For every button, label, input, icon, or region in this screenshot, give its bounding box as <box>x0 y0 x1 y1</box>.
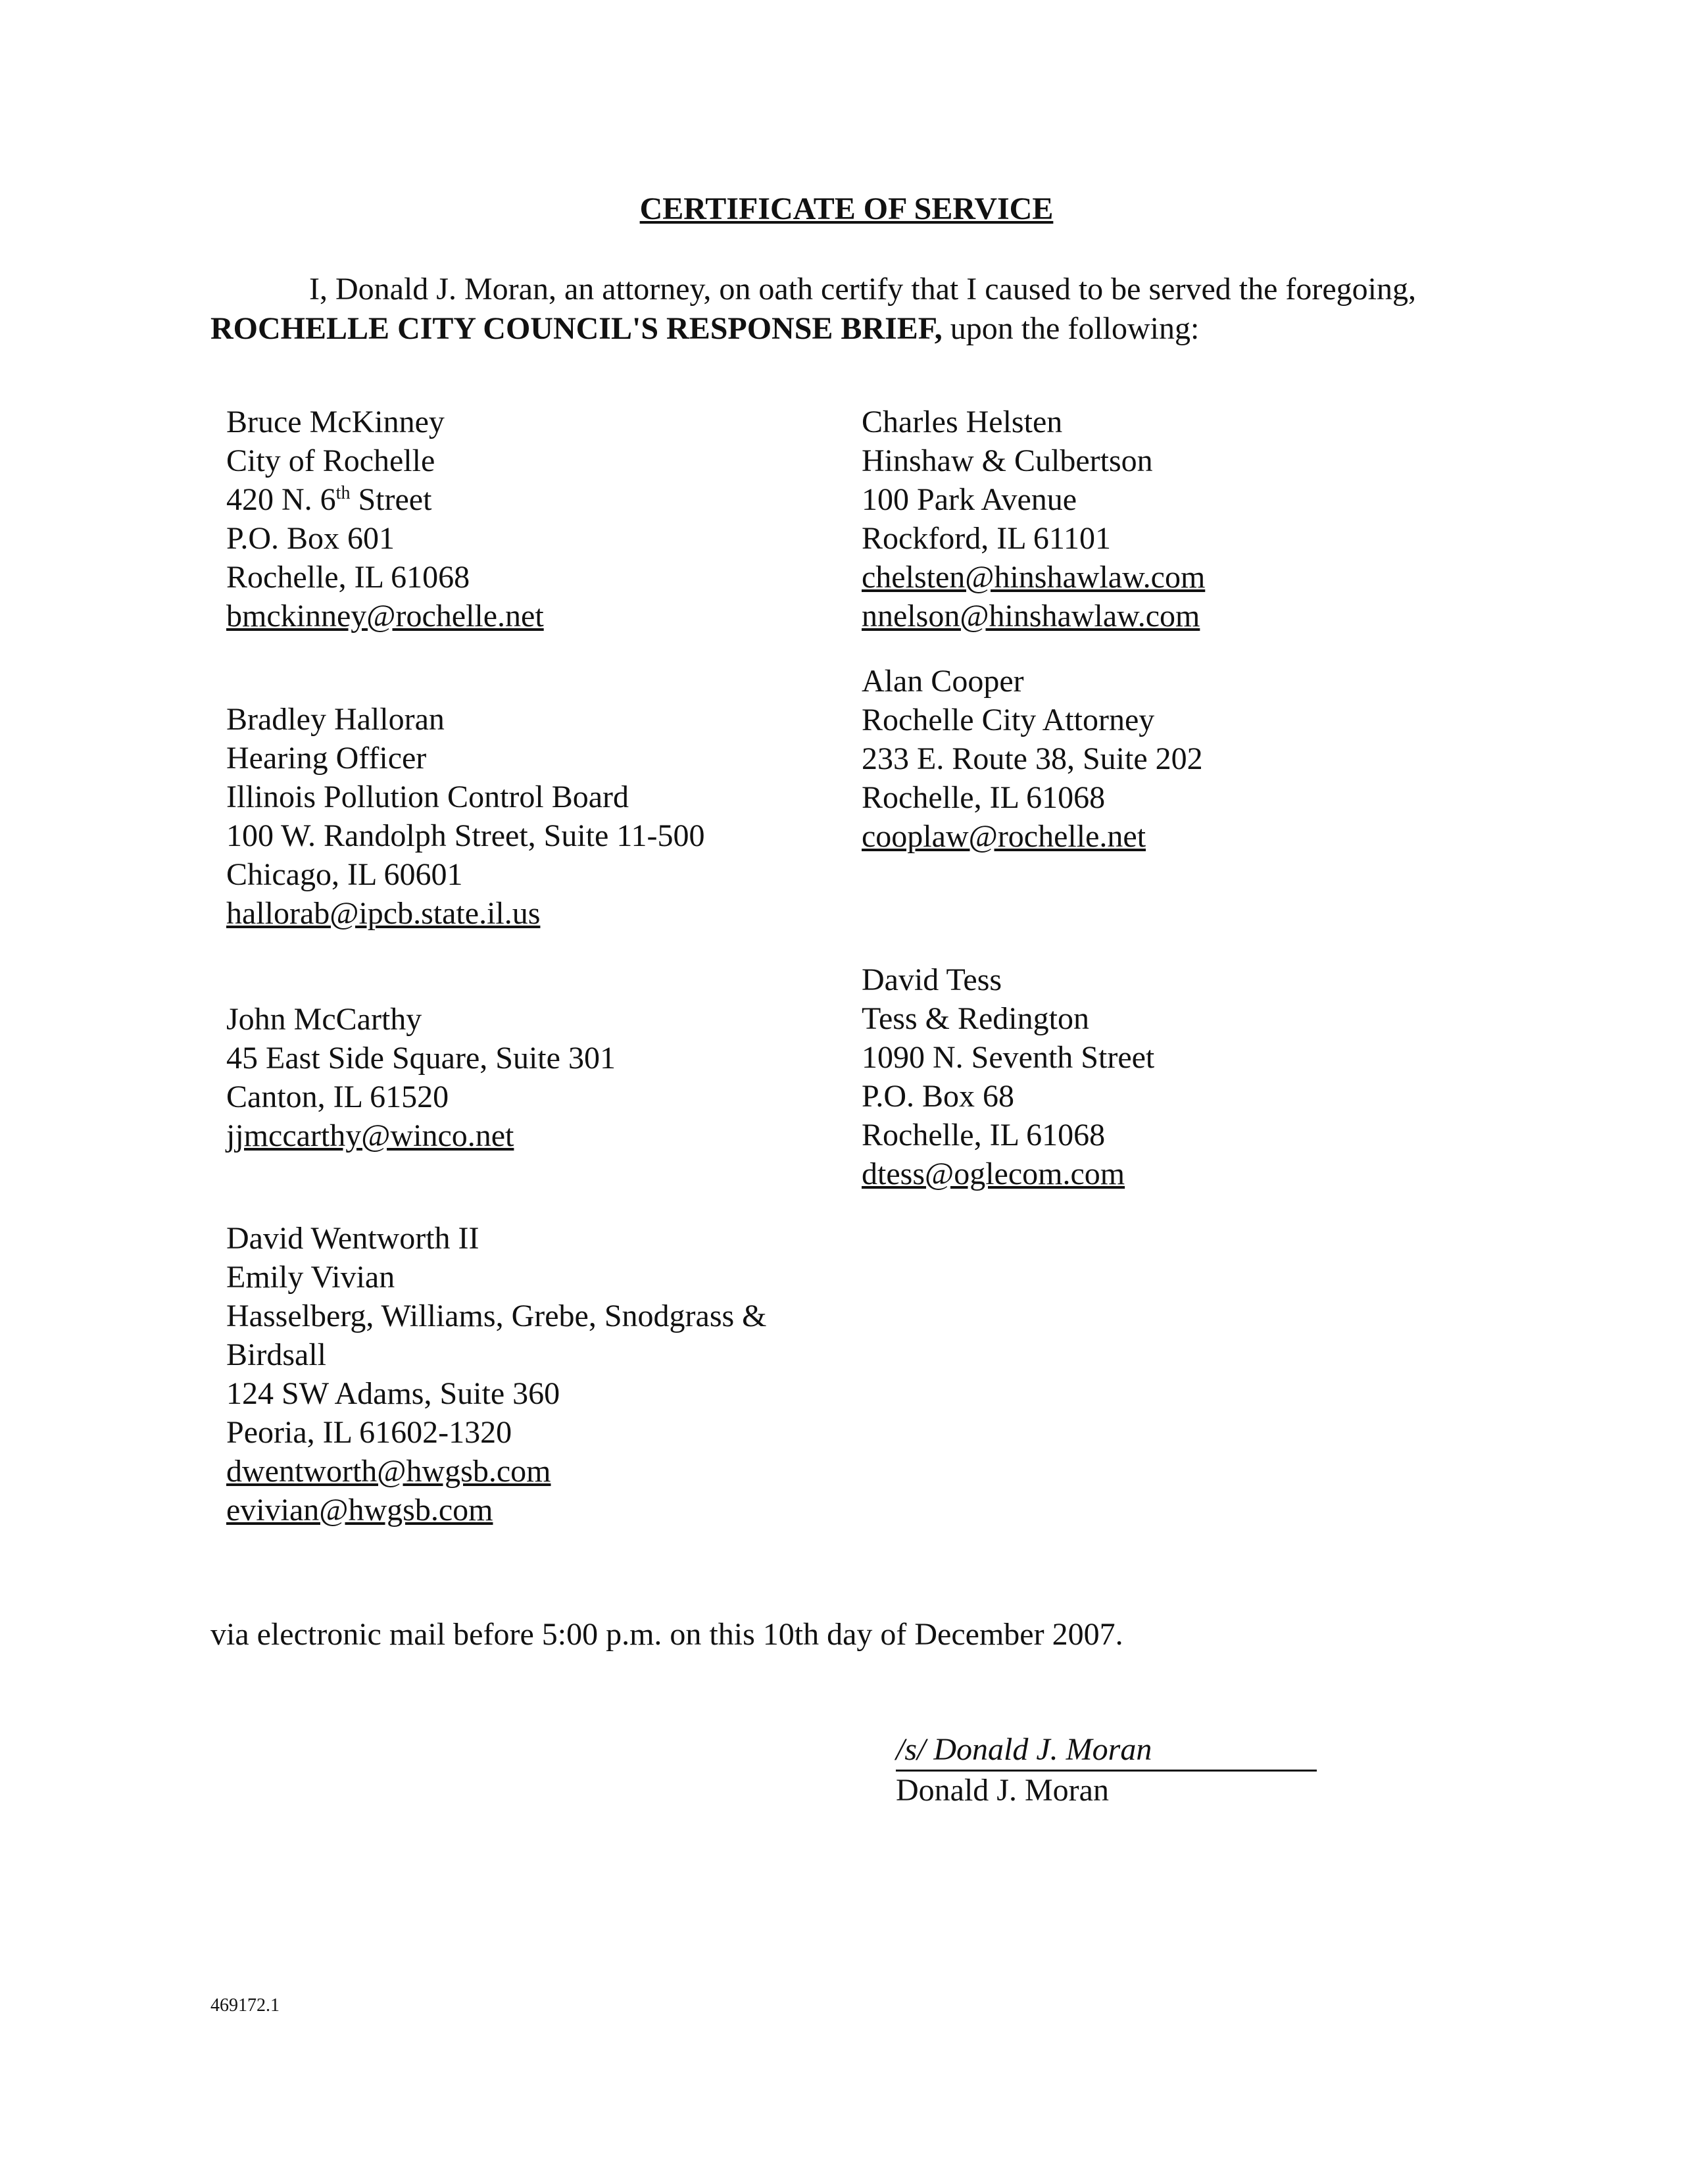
recipient-street: 124 SW Adams, Suite 360 <box>226 1376 560 1411</box>
recipient-name: David Wentworth II <box>226 1221 479 1256</box>
recipient-title: Rochelle City Attorney <box>862 703 1155 737</box>
recipient-helsten <box>862 403 1205 635</box>
recipient-mccarthy <box>226 1000 616 1155</box>
recipient-name: Emily Vivian <box>226 1260 395 1295</box>
brief-title: ROCHELLE CITY COUNCIL'S RESPONSE BRIEF, <box>210 311 943 346</box>
email-link[interactable]: chelsten@hinshawlaw.com <box>862 560 1206 595</box>
recipient-cooper <box>862 662 1203 856</box>
recipient-name: Bradley Halloran <box>226 702 445 737</box>
recipient-street: 45 East Side Square, Suite 301 <box>226 1041 616 1076</box>
email-link[interactable]: evivian@hwgsb.com <box>226 1493 493 1527</box>
recipient-city: Rochelle, IL 61068 <box>226 560 470 595</box>
recipient-box: P.O. Box 601 <box>226 521 395 556</box>
email-link[interactable]: jjmccarthy@winco.net <box>226 1118 514 1153</box>
recipient-halloran <box>226 700 705 933</box>
recipient-org: Tess & Redington <box>862 1001 1089 1036</box>
service-statement: via electronic mail before 5:00 p.m. on this 10th day of December 2007. <box>210 1617 1123 1652</box>
recipient-street <box>226 480 544 519</box>
recipient-mckinney <box>226 403 544 635</box>
email-link[interactable]: cooplaw@rochelle.net <box>862 819 1146 854</box>
email-link[interactable]: bmckinney@rochelle.net <box>226 599 544 633</box>
signature-line: /s/ Donald J. Moran <box>896 1730 1317 1772</box>
recipient-org: City of Rochelle <box>226 443 435 478</box>
recipient-name: Alan Cooper <box>862 664 1024 699</box>
intro-suffix: upon the following: <box>942 311 1200 346</box>
street-number: 420 N. 6 <box>226 482 336 517</box>
email-link[interactable]: hallorab@ipcb.state.il.us <box>226 896 541 931</box>
signatory-name: Donald J. Moran <box>896 1773 1109 1808</box>
recipient-name: Bruce McKinney <box>226 405 445 439</box>
ordinal-suffix: th <box>335 483 351 503</box>
recipient-city: Rockford, IL 61101 <box>862 521 1112 556</box>
intro-paragraph <box>210 270 1500 349</box>
street-name: Street <box>350 482 432 517</box>
recipient-street: 233 E. Route 38, Suite 202 <box>862 741 1203 776</box>
recipient-org: Birdsall <box>226 1337 326 1372</box>
recipient-city: Canton, IL 61520 <box>226 1080 449 1114</box>
recipient-street: 1090 N. Seventh Street <box>862 1040 1155 1075</box>
recipient-street: 100 W. Randolph Street, Suite 11-500 <box>226 818 705 853</box>
document-number: 469172.1 <box>210 1995 280 2016</box>
recipient-city: Peoria, IL 61602-1320 <box>226 1415 512 1450</box>
recipient-city: Rochelle, IL 61068 <box>862 1118 1106 1153</box>
intro-line-1: I, Donald J. Moran, an attorney, on oath certify that I caused to be served the foregoing, <box>309 272 1416 307</box>
email-link[interactable]: dtess@oglecom.com <box>862 1156 1125 1191</box>
recipient-org: Hasselberg, Williams, Grebe, Snodgrass & <box>226 1299 767 1333</box>
email-link[interactable]: dwentworth@hwgsb.com <box>226 1454 551 1489</box>
recipient-box: P.O. Box 68 <box>862 1079 1015 1114</box>
recipient-name: David Tess <box>862 962 1002 997</box>
recipient-tess <box>862 960 1154 1193</box>
recipient-name: Charles Helsten <box>862 405 1063 439</box>
document-title: CERTIFICATE OF SERVICE <box>639 191 1054 226</box>
email-link[interactable]: nnelson@hinshawlaw.com <box>862 599 1200 633</box>
recipient-name: John McCarthy <box>226 1002 422 1037</box>
recipient-city: Chicago, IL 60601 <box>226 857 463 892</box>
recipient-org: Hinshaw & Culbertson <box>862 443 1153 478</box>
recipient-city: Rochelle, IL 61068 <box>862 780 1106 815</box>
recipient-wentworth <box>226 1219 767 1529</box>
recipient-street: 100 Park Avenue <box>862 482 1077 517</box>
recipient-org: Illinois Pollution Control Board <box>226 780 629 814</box>
intro-line-2 <box>210 309 1500 349</box>
recipient-title: Hearing Officer <box>226 741 427 776</box>
